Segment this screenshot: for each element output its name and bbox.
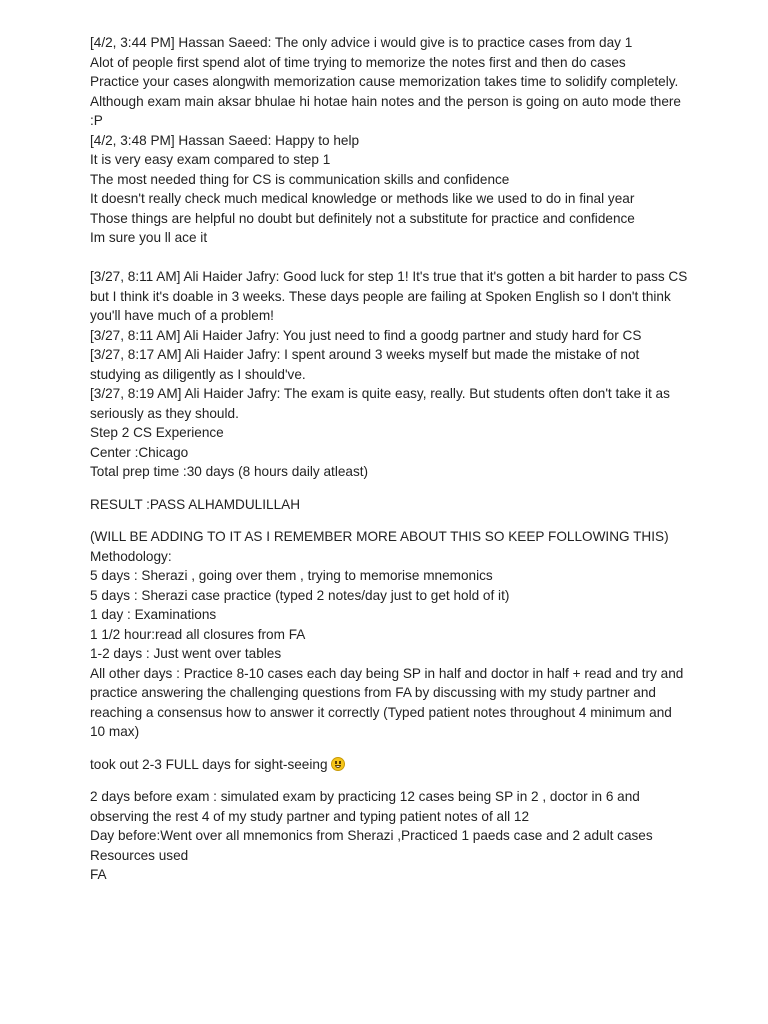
chat-line: Although exam main aksar bhulae hi hotae hain notes and the person is going on auto mode there :P: [90, 93, 685, 128]
chat-line: [3/27, 8:11 AM] Ali Haider Jafry: You just need to find a goodg partner and study hard for CS: [90, 327, 642, 343]
sightseeing-line: [90, 755, 690, 775]
chat-line: It is very easy exam compared to step 1: [90, 152, 331, 167]
chat-line: The most needed thing for CS is communication skills and confidence: [90, 171, 510, 187]
spacer: [90, 482, 690, 495]
methodology-item: 1-2 days : Just went over tables: [90, 646, 282, 661]
chat-line: [3/27, 8:11 AM] Ali Haider Jafry: Good luck for step 1! It's true that it's gotten a bit harder to pass CS but I think it's doable in 3 weeks. These days people are failing at Spoken English so I don't think you'll have much of a problem!: [90, 269, 692, 323]
methodology-item: 1 1/2 hour:read all closures from FA: [90, 626, 306, 642]
methodology-item: 5 days : Sherazi case practice (typed 2 notes/day just to get hold of it): [90, 587, 510, 603]
methodology-heading: Methodology:: [90, 548, 172, 564]
chat-line: [3/27, 8:17 AM] Ali Haider Jafry: I spent around 3 weeks myself but made the mistake of not studying as diligently as I should've.: [90, 347, 644, 382]
final-line: 2 days before exam : simulated exam by practicing 12 cases being SP in 2 , doctor in 6 and observing the rest 4 of my study partner and typing patient notes of all 12: [90, 789, 644, 824]
final-days-block: [90, 787, 690, 885]
spacer: [90, 742, 690, 755]
result-line: RESULT :PASS ALHAMDULILLAH: [90, 496, 301, 512]
sightseeing-text: took out 2-3 FULL days for sight-seeing: [90, 756, 332, 772]
grinning-face-icon: [331, 757, 345, 771]
spacer: [90, 774, 690, 787]
sightseeing-block: [90, 755, 690, 775]
chat-line: Practice your cases alongwith memorization cause memorization takes time to solidify completely.: [90, 74, 679, 89]
experience-prep-time: Total prep time :30 days (8 hours daily atleast): [90, 464, 369, 479]
experience-title: Step 2 CS Experience: [90, 425, 224, 440]
methodology-item: 5 days : Sherazi , going over them , trying to memorise mnemonics: [90, 568, 493, 583]
chat-line: Those things are helpful no doubt but definitely not a substitute for practice and confidence: [90, 210, 635, 226]
experience-center: Center :Chicago: [90, 444, 189, 460]
chat-line: Im sure you ll ace it: [90, 230, 208, 245]
resources-heading: Resources used: [90, 847, 189, 863]
spacer: [90, 514, 690, 527]
methodology-item: 1 day : Examinations: [90, 607, 217, 622]
chat-line: [3/27, 8:19 AM] Ali Haider Jafry: The exam is quite easy, really. But students often don't take it as seriously as they should.: [90, 386, 674, 421]
methodology-item: All other days : Practice 8-10 cases each day being SP in half and doctor in half + read and try and practice answering the challenging questions from FA by discussing with my study partner and reaching a consensus how to answer it correctly (Typed patient notes throughout 4 minimum and 10 max): [90, 665, 688, 739]
chat-line: [4/2, 3:44 PM] Hassan Saeed: The only advice i would give is to practice cases from day 1: [90, 35, 633, 50]
methodology-block: [90, 527, 690, 742]
note-line: (WILL BE ADDING TO IT AS I REMEMBER MORE ABOUT THIS SO KEEP FOLLOWING THIS): [90, 529, 669, 544]
chat-line: [4/2, 3:48 PM] Hassan Saeed: Happy to help: [90, 132, 360, 148]
resource-item: FA: [90, 867, 107, 882]
spacer: [90, 248, 690, 268]
chat-line: Alot of people first spend alot of time trying to memorize the notes first and then do cases: [90, 54, 626, 70]
final-line: Day before:Went over all mnemonics from Sherazi ,Practiced 1 paeds case and 2 adult cases: [90, 828, 653, 843]
result-block: [90, 495, 690, 515]
chat-excerpt-hassan-saeed: [90, 33, 690, 248]
document-page: [90, 33, 690, 885]
chat-line: It doesn't really check much medical knowledge or methods like we used to do in final year: [90, 191, 635, 206]
chat-excerpt-ali-haider-jafry: [90, 267, 690, 482]
